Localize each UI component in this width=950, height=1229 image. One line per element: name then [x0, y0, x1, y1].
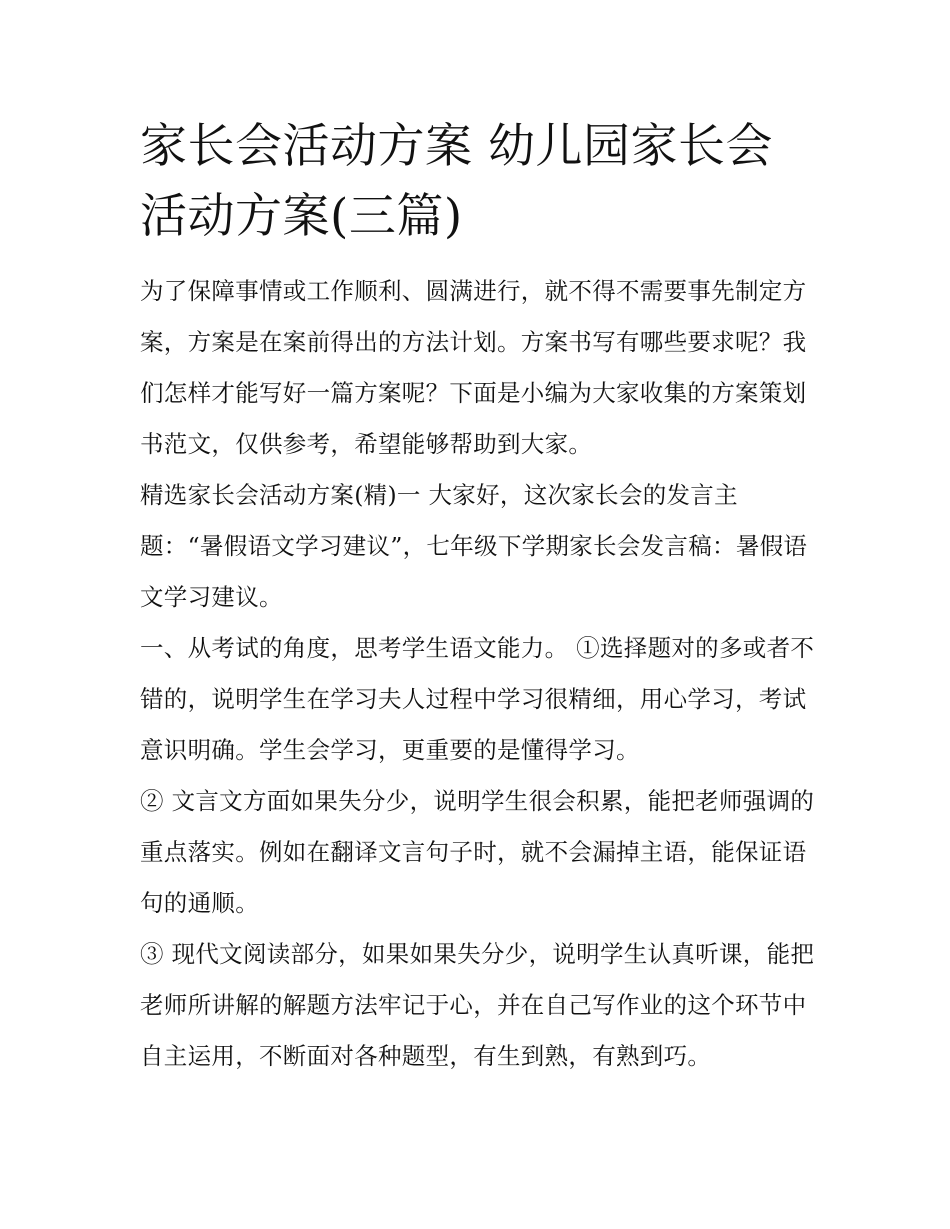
- document-page: [140, 112, 816, 1082]
- point-two-paragraph: ② 文言文方面如果失分少，说明学生很会积累，能把老师强调的重点落实。例如在翻译文言句子时，就不会漏掉主语，能保证语句的通顺。: [140, 787, 815, 917]
- greeting-paragraph: 精选家长会活动方案(精)一 大家好，这次家长会的发言主题：“暑假语文学习建议”，七年级下学期家长会发言稿：暑假语文学习建议。: [140, 481, 808, 611]
- section-one-paragraph: 一、从考试的角度，思考学生语文能力。 ①选择题对的多或者不错的，说明学生在学习夫人过程中学习很精细，用心学习，考试意识明确。学生会学习，更重要的是懂得学习。: [140, 634, 815, 764]
- document-title: 家长会活动方案 幼儿园家长会活动方案(三篇): [140, 119, 773, 244]
- intro-paragraph: 为了保障事情或工作顺利、圆满进行，就不得不需要事先制定方案，方案是在案前得出的方法计划。方案书写有哪些要求呢？我们怎样才能写好一篇方案呢？下面是小编为大家收集的方案策划书范文，仅供参考，希望能够帮助到大家。: [140, 277, 807, 458]
- point-three-paragraph: ③ 现代文阅读部分，如果如果失分少，说明学生认真听课，能把老师所讲解的解题方法牢记于心，并在自己写作业的这个环节中自主运用，不断面对各种题型，有生到熟，有熟到巧。: [140, 940, 815, 1070]
